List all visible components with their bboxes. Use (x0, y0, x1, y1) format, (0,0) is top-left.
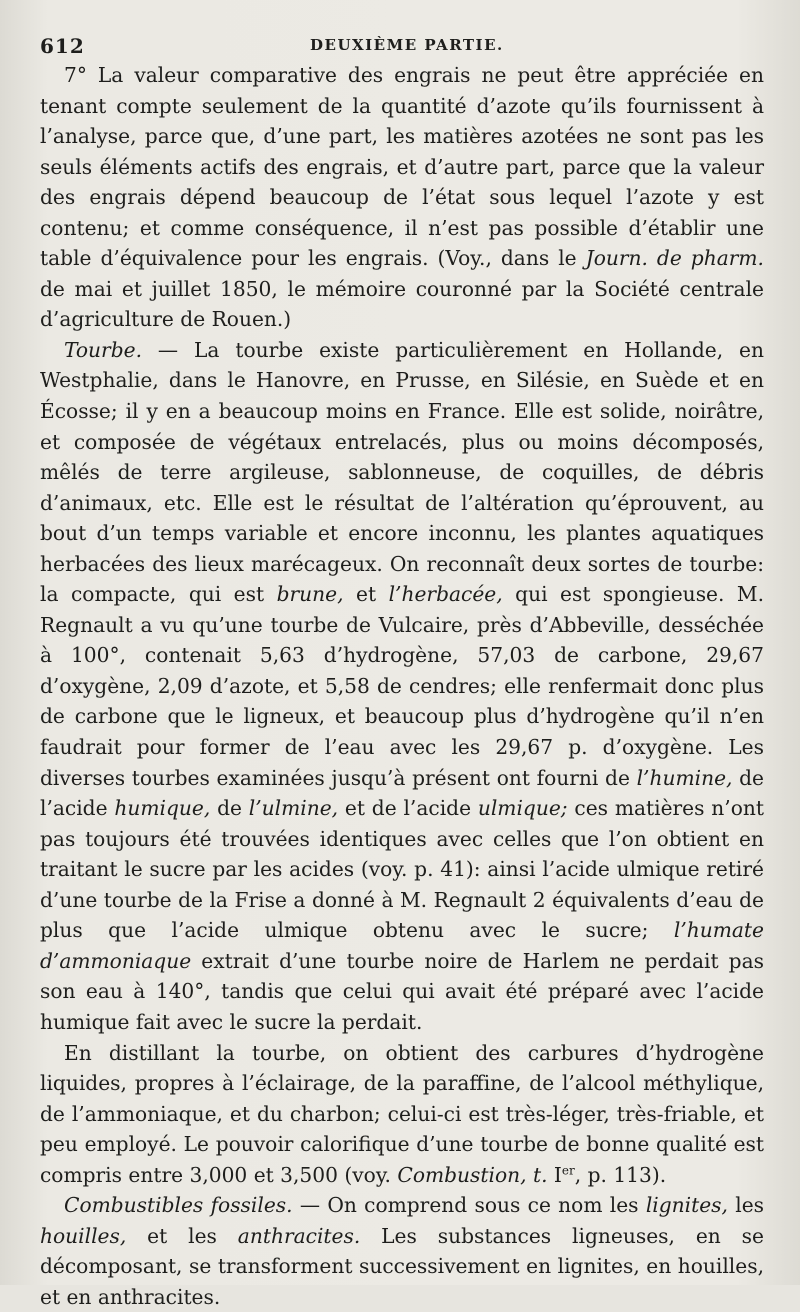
italic-text: Combustibles fossiles. (64, 1193, 293, 1218)
body-text (40, 60, 764, 1312)
text-run: — On comprend sous ce nom les (292, 1193, 646, 1218)
italic-text: l’herbacée, (388, 582, 503, 607)
italic-text: Journ. de pharm. (585, 246, 764, 271)
text-run: ces matières n’ont pas toujours été trouvées identiques avec celles que l’on obtient en traitant le sucre par les acides (voy. p. 41): ainsi l’acide ulmique retiré d’une tourbe de la Frise a donné à M. Regnault 2 équivalents d’eau de plus que l’acide ulmique obtenu avec le sucre; (40, 796, 764, 943)
text-run: les (727, 1193, 765, 1218)
page-number: 612 (40, 34, 85, 58)
text-run: de (210, 796, 249, 821)
text-run: En distillant la tourbe, on obtient des carbures d’hydrogène liquides, propres à l’éclairage, de la paraffine, de l’alcool méthylique, de l’ammoniaque, et du charbon; celui-ci est très-léger, très-friable, et peu employé. Le pouvoir calorifique d’une tourbe de bonne qualité est compris entre 3,000 et 3,500 (voy. (40, 1040, 764, 1187)
text-run: et de l’acide (338, 796, 478, 821)
italic-text: houilles, (40, 1223, 127, 1248)
superscript-text: er (561, 1162, 575, 1177)
italic-text: Combustion, (397, 1162, 527, 1187)
paragraph (40, 1038, 764, 1191)
italic-text: ulmique; (477, 796, 568, 821)
italic-text: l’humine, (636, 765, 733, 790)
text-run: Les substances ligneuses, en se décomposant, se transforment successivement en lignites, en houilles, et en anthracites. (40, 1223, 764, 1309)
text-run: de mai et juillet 1850, le mémoire couronné par la Société centrale d’agriculture de Rouen.) (40, 276, 764, 332)
italic-text: humique, (114, 796, 211, 821)
italic-text: l’ulmine, (248, 796, 339, 821)
italic-text: l’humate d’ammoniaque (40, 918, 764, 973)
paragraph (40, 335, 764, 1038)
italic-text: lignites, (645, 1193, 728, 1218)
text-run: , p. 113). (574, 1162, 667, 1187)
running-head (40, 30, 764, 60)
text-run: et (343, 582, 389, 607)
paragraph (40, 1190, 764, 1312)
text-run: extrait d’une tourbe noire de Harlem ne perdait pas son eau à 140°, tandis que celui qui avait été préparé avec l’acide humique fait avec le sucre la perdait. (40, 948, 764, 1034)
text-run: — La tourbe existe particulièrement en Hollande, en Westphalie, dans le Hanovre, en Prusse, en Silésie, en Suède et en Écosse; il y en a beaucoup moins en France. Elle est solide, noirâtre, et composée de végétaux entrelacés, plus ou moins décomposés, mêlés de terre argileuse, sablonneuse, de coquilles, de débris d’animaux, etc. Elle est le résultat de l’altération qu’éprouvent, au bout d’un temps variable et encore inconnu, les plantes aquatiques herbacées des lieux marécageux. On reconnaît deux sortes de tourbe: la compacte, qui est (40, 337, 764, 607)
paragraph (40, 60, 764, 335)
text-run: de l’acide (40, 765, 764, 821)
text-run: I (547, 1162, 562, 1187)
italic-text: Tourbe. (64, 337, 142, 362)
text-run: et les (126, 1223, 238, 1248)
italic-text: anthracites. (237, 1223, 361, 1248)
italic-text: brune, (276, 582, 344, 607)
italic-text: t. (532, 1162, 548, 1187)
part-title: DEUXIÈME PARTIE. (310, 36, 504, 54)
text-run: 7° La valeur comparative des engrais ne peut être appréciée en tenant compte seulement de la quantité d’azote qu’ils fournissent à l’analyse, parce que, d’une part, les matières azotées ne sont pas les seuls éléments actifs des engrais, et d’autre part, parce que la valeur des engrais dépend beaucoup de l’état sous lequel l’azote y est contenu; et comme conséquence, il n’est pas possible d’établir une table d’équivalence pour les engrais. (Voy., dans le (40, 63, 764, 271)
text-run: qui est spongieuse. M. Regnault a vu qu’une tourbe de Vulcaire, près d’Abbeville, desséchée à 100°, contenait 5,63 d’hydrogène, 57,03 de carbone, 29,67 d’oxygène, 2,09 d’azote, et 5,58 de cendres; elle renfermait donc plus de carbone que le ligneux, et beaucoup plus d’hydrogène qu’il n’en faudrait pour former de l’eau avec les 29,67 p. d’oxygène. Les diverses tourbes examinées jusqu’à présent ont fourni de (40, 582, 764, 790)
